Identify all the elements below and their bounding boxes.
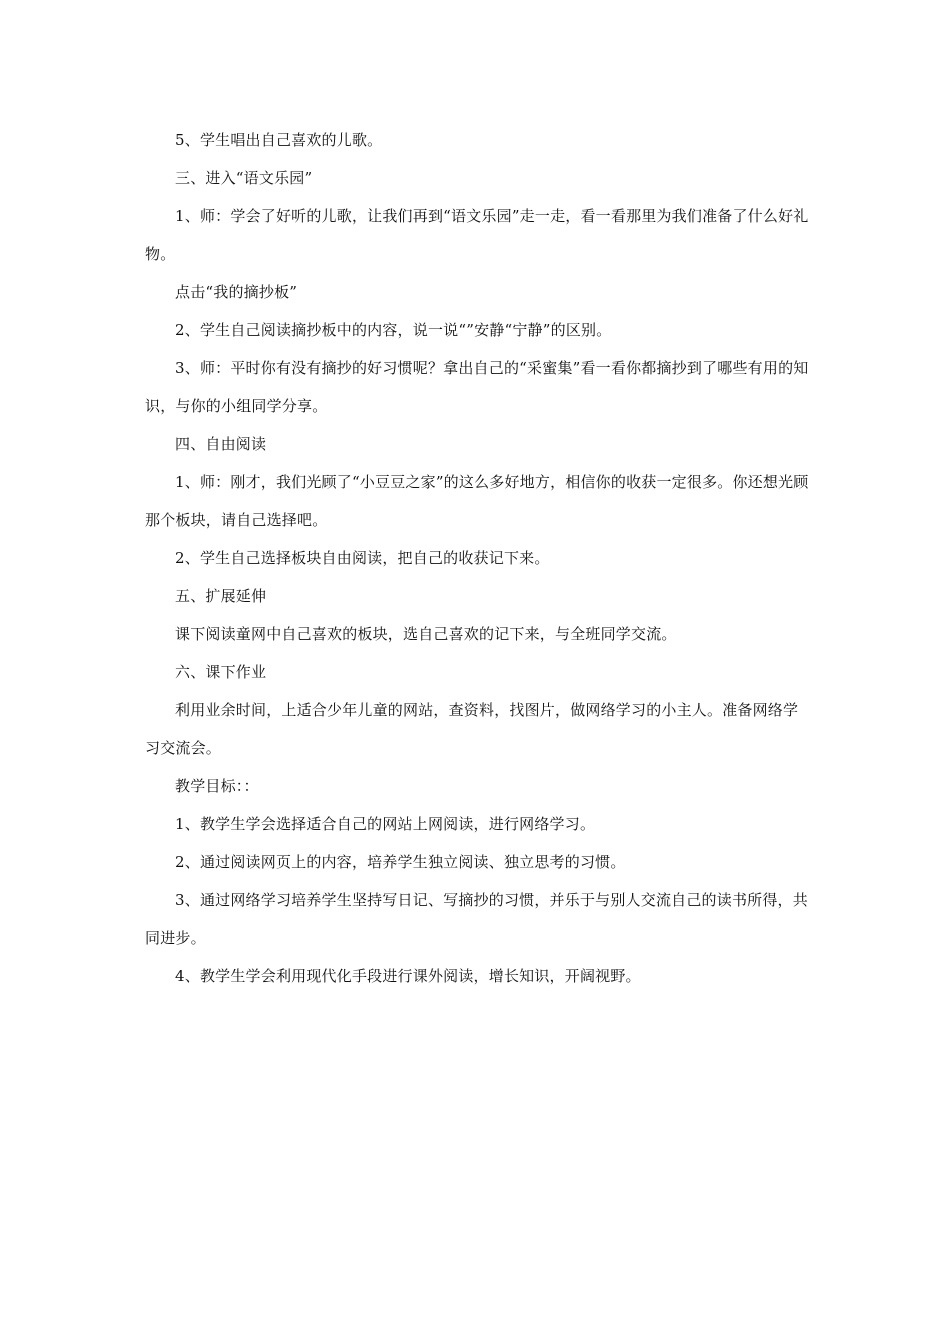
paragraph-teacher-visit: 1、师：刚才，我们光顾了“小豆豆之家”的这么多好地方，相信你的收获一定很多。你还想光顾那个板块，请自己选择吧。 [145,473,809,529]
section-heading-4: 四、自由阅读 [175,435,267,453]
section-heading-6: 六、课下作业 [175,663,267,681]
paragraph-free-read: 2、学生自己选择板块自由阅读，把自己的收获记下来。 [175,549,550,567]
paragraph-read-board: 2、学生自己阅读摘抄板中的内容，说一说“”安静“宁静”的区别。 [175,321,612,339]
paragraph-homework: 利用业余时间，上适合少年儿童的网站，查资料，找图片，做网络学习的小主人。准备网络学习交流会。 [145,701,799,757]
goal-item-2: 2、通过阅读网页上的内容，培养学生独立阅读、独立思考的习惯。 [175,853,626,871]
paragraph-click-board: 点击“我的摘抄板” [175,283,298,301]
section-heading-goals: 教学目标：： [175,777,259,795]
paragraph-extend: 课下阅读童网中自己喜欢的板块，选自己喜欢的记下来，与全班同学交流。 [175,625,677,643]
paragraph-teacher-intro: 1、师：学会了好听的儿歌，让我们再到“语文乐园”走一走，看一看那里为我们准备了什么好礼物。 [145,207,809,263]
paragraph-teacher-share: 3、师：平时你有没有摘抄的好习惯呢？拿出自己的“采蜜集”看一看你都摘抄到了哪些有用的知识，与你的小组同学分享。 [145,359,809,415]
section-heading-5: 五、扩展延伸 [175,587,267,605]
goal-item-3: 3、通过网络学习培养学生坚持写日记、写摘抄的习惯，并乐于与别人交流自己的读书所得，共同进步。 [145,891,808,947]
goal-item-4: 4、教学生学会利用现代化手段进行课外阅读，增长知识，开阔视野。 [175,967,641,985]
section-heading-3: 三、进入“语文乐园” [175,169,313,187]
document-body [145,121,810,995]
goal-item-1: 1、教学生学会选择适合自己的网站上网阅读，进行网络学习。 [175,815,596,833]
paragraph-item-5-sing: 5、学生唱出自己喜欢的儿歌。 [175,131,383,149]
